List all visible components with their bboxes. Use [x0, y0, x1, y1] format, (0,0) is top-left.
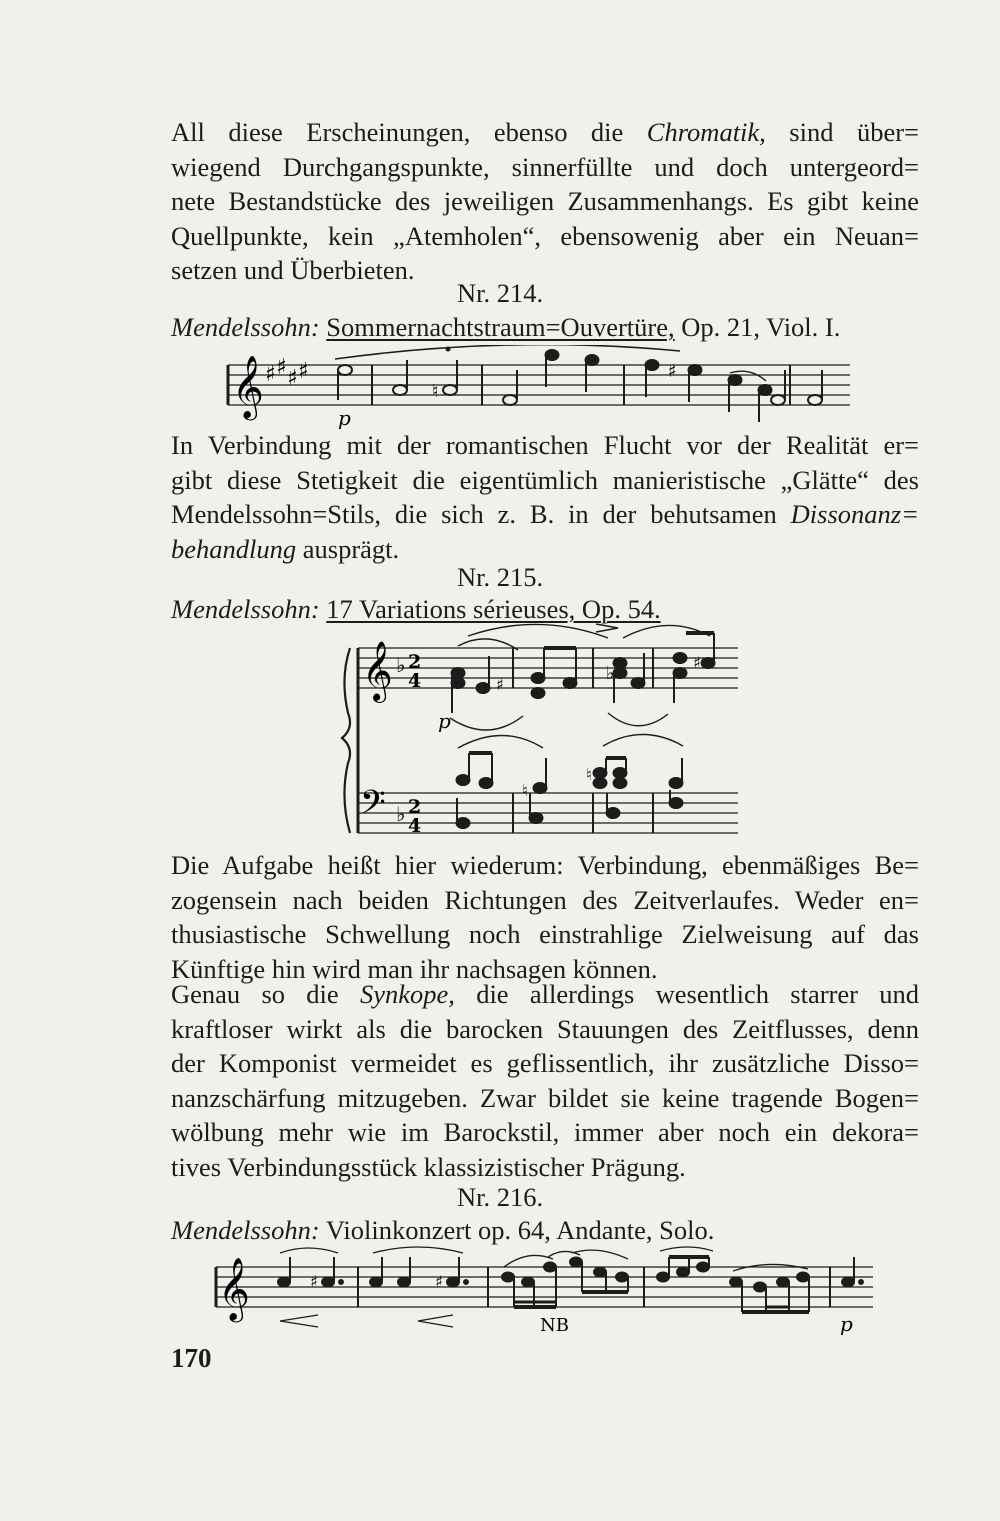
text-line: nete Bestandstücke des jeweiligen Zusammenhangs. Es gibt keine [171, 186, 919, 216]
time-signature-bottom: 4 [408, 815, 422, 837]
accent-icon [596, 624, 618, 632]
text-line: Künftige hin wird man ihr nachsagen können. [171, 953, 658, 984]
time-signature-bottom: 4 [408, 670, 422, 692]
flat-icon: ♭ [606, 663, 615, 684]
text-line: nanzschärfung mitzugeben. Zwar bildet sie keine tragende Bogen= [171, 1082, 919, 1113]
text-line: gibt diese Stetigkeit die eigentümlich manieristische „Glätte“ des [171, 464, 919, 495]
flat-icon: ♭ [396, 802, 406, 826]
text-line: thusiastische Schwellung noch einstrahlige Zielweisung auf das [171, 919, 919, 949]
term-behandlung: behandlung [171, 533, 297, 564]
paragraph-2 [171, 428, 919, 566]
notes [278, 1257, 863, 1312]
slur [603, 735, 683, 747]
composer-name: Mendelssohn: [171, 594, 320, 624]
page-number: 170 [171, 1343, 212, 1373]
sharp-icon: ♯ [287, 366, 298, 391]
paragraph-1 [171, 115, 919, 288]
text-line: Die Aufgabe heißt hier wiederum: Verbindung, ebenmäßiges Be= [171, 850, 919, 880]
music-example-216 [208, 1245, 888, 1335]
crescendo-icon [418, 1315, 453, 1327]
slur [458, 736, 543, 749]
slur [280, 1248, 338, 1253]
brace-icon [342, 648, 350, 833]
time-signature-top: 2 [408, 796, 422, 818]
music-example-214 [210, 345, 860, 430]
staff-lines [228, 365, 850, 405]
term-chromatik: Chromatik, [646, 117, 766, 147]
treble-clef-icon: 𝄞 [362, 641, 393, 701]
annotation-nb: NB [540, 1315, 569, 1335]
treble-clef-icon: 𝄞 [232, 355, 264, 418]
slur [450, 716, 523, 730]
example-216-number: Nr. 216. [456, 1182, 544, 1212]
work-title: Sommernachtstraum=Ouvertüre, [326, 312, 675, 342]
example-216-heading [171, 1214, 931, 1246]
half-note [771, 395, 785, 405]
sharp-icon: ♯ [276, 355, 287, 380]
treble-clef-icon: 𝄞 [218, 1257, 250, 1320]
term-synkope: Synkope, [359, 979, 455, 1009]
example-215-number: Nr. 215. [456, 562, 544, 592]
bass-clef-icon: 𝄢 [360, 784, 386, 830]
work-title: Violinkonzert op. 64, Andante, Solo. [325, 1215, 715, 1245]
sharp-icon: ♯ [496, 675, 504, 694]
flat-icon: ♭ [396, 653, 406, 677]
example-214-number: Nr. 214. [456, 278, 544, 308]
text-line: tives Verbindungsstück klassizistischer Prägung. [171, 1151, 686, 1182]
dynamic-marking: p [338, 406, 351, 430]
treble-notes [452, 633, 715, 713]
composer-name: Mendelssohn: [171, 1215, 320, 1245]
natural-icon: ♮ [432, 381, 439, 402]
slur [608, 713, 668, 726]
text-line: Genau so die Synkope, die allerdings wesentlich starrer und [171, 979, 919, 1009]
sharp-icon: ♯ [310, 1272, 318, 1291]
slur [468, 624, 608, 638]
work-details: Op. 21, Viol. I. [674, 312, 841, 342]
text-line: der Komponist vermeidet es geflissentlich, ihr zusätzliche Disso= [171, 1048, 919, 1078]
slur [660, 1247, 713, 1251]
sharp-icon: ♯ [298, 359, 309, 384]
half-note [808, 395, 822, 405]
sharp-icon: ♯ [265, 362, 276, 387]
time-signature-top: 2 [408, 651, 422, 673]
text-line: Mendelssohn=Stils, die sich z. B. in der behutsamen Dissonanz= [171, 499, 919, 529]
natural-icon: ♮ [586, 765, 592, 784]
text-line: wölbung mehr wie im Barockstil, immer aber noch ein dekora= [171, 1117, 919, 1147]
sharp-icon: ♯ [668, 361, 677, 382]
paragraph-4 [171, 977, 919, 1184]
slur [373, 1247, 463, 1253]
text-line: setzen und Überbieten. [171, 255, 415, 285]
bass-notes [457, 753, 683, 828]
slur [733, 1264, 808, 1271]
text-line: kraftloser wirkt als die barocken Stauungen des Zeitflusses, denn [171, 1013, 919, 1044]
half-note [503, 395, 517, 405]
text-line: All diese Erscheinungen, ebenso die Chromatik, sind über= [171, 117, 919, 147]
slur [572, 1250, 628, 1259]
paragraph-3 [171, 848, 919, 986]
music-example-215 [338, 618, 758, 848]
text-line: zogensein nach beiden Richtungen des Zeitverlaufes. Weder en= [171, 884, 919, 915]
half-note [443, 385, 457, 395]
sharp-icon: ♯ [435, 1272, 443, 1291]
half-note [393, 385, 407, 395]
example-214-heading [171, 311, 931, 343]
sharp-icon: ♯ [693, 653, 701, 672]
filled-notes [546, 350, 772, 422]
text-line: In Verbindung mit der romantischen Flucht vor der Realität er= [171, 430, 919, 460]
natural-icon: ♮ [522, 781, 528, 800]
notes [338, 360, 822, 405]
term-dissonanz: Dissonanz= [790, 499, 919, 529]
work-title: 17 Variations sérieuses, Op. 54. [326, 594, 661, 624]
composer-name: Mendelssohn: [171, 312, 320, 342]
text-line: behandlung ausprägt. [171, 533, 400, 564]
dynamic-marking: p [840, 1312, 853, 1335]
crescendo-icon [280, 1315, 318, 1327]
dynamic-marking: p [438, 709, 451, 733]
slur [335, 345, 680, 359]
half-note [338, 365, 352, 375]
text-line: Quellpunkte, kein „Atemholen“, ebensowenig aber ein Neuan= [171, 220, 919, 251]
text-line: wiegend Durchgangspunkte, sinnerfüllte und doch untergeord= [171, 151, 919, 182]
